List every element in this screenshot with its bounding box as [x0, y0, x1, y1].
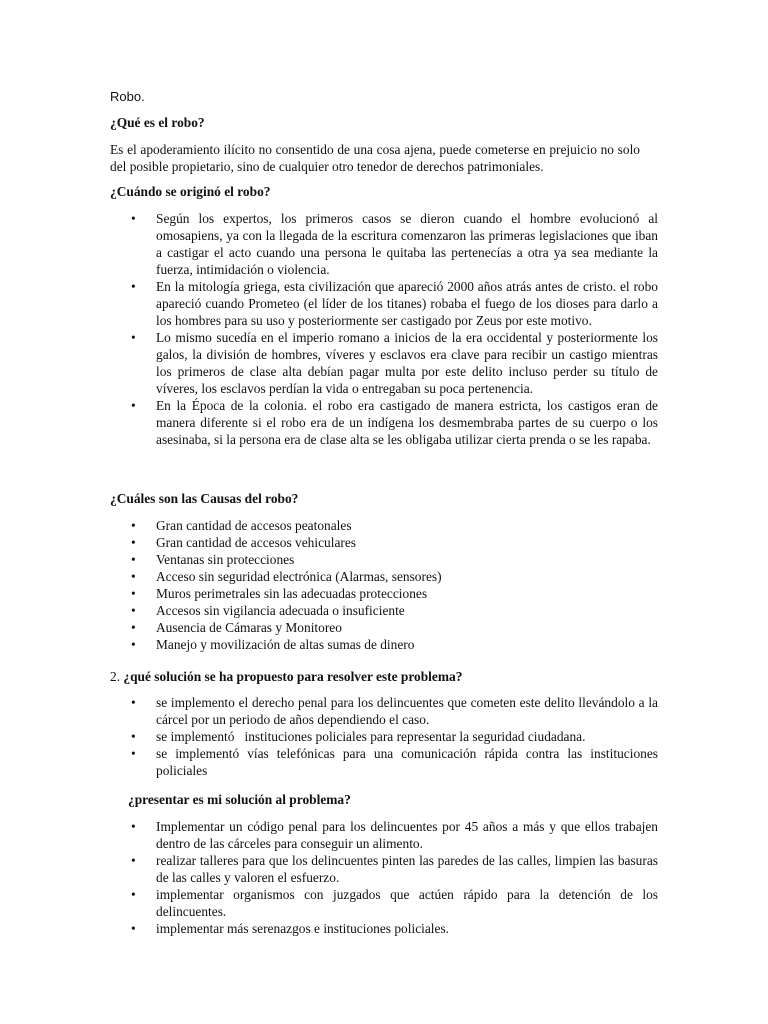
- bullet-icon: •: [131, 552, 136, 567]
- list-item: [110, 852, 658, 886]
- list-item: [110, 694, 658, 728]
- bullet-icon: •: [131, 695, 136, 710]
- section-heading-causas: ¿Cuáles son las Causas del robo?: [110, 491, 299, 506]
- list-item-text: se implementó instituciones policiales para representar la seguridad ciudadana.: [156, 729, 586, 744]
- section-paragraph-definicion: Es el apoderamiento ilícito no consentido de una cosa ajena, puede cometerse en prejuicio no solo del posible propietario, sino de cualquier otro tenedor de derechos patrimoniales.: [110, 142, 640, 174]
- bullet-icon: •: [131, 518, 136, 533]
- list-item-text: Acceso sin seguridad electrónica (Alarmas, sensores): [156, 569, 442, 584]
- bullet-icon: •: [131, 729, 136, 744]
- list-item: [110, 397, 658, 448]
- list-item-text: En la Época de la colonia. el robo era castigado de manera estricta, los castigos eran de manera diferente si el robo era de un indígena los desmembraba partes de su cuerpo o los asesinaba, si la persona era de clase alta se les obligaba utilizar cierta prenda o se les rapaba.: [156, 398, 658, 447]
- list-item-text: implementar más serenazgos e instituciones policiales.: [156, 921, 450, 936]
- bullet-icon: •: [131, 569, 136, 584]
- list-item: [110, 818, 658, 852]
- list-item: [110, 568, 658, 585]
- list-item: [110, 585, 658, 602]
- bullet-icon: •: [131, 746, 136, 761]
- list-item: [110, 636, 658, 653]
- section-heading-solucion-propuesta: [110, 668, 462, 685]
- list-item-text: Lo mismo sucedía en el imperio romano a inicios de la era occidental y posteriormente los galos, la división de hombres, víveres y esclavos era clave para recibir un castigo mientras los primeros de clase alta debían pagar multa por este delito incluso perder su título de víveres, los esclavos perdían la vida o entregaban su poca pertenencia.: [156, 330, 658, 396]
- list-item-text: Muros perimetrales sin las adecuadas protecciones: [156, 586, 428, 601]
- list-item-text: Manejo y movilización de altas sumas de dinero: [156, 637, 415, 652]
- bullet-icon: •: [131, 330, 136, 345]
- list-item-text: En la mitología griega, esta civilización que apareció 2000 años atrás antes de cristo. el robo apareció cuando Prometeo (el líder de los titanes) robaba el fuego de los dioses para darlo a los hombres para su uso y posteriormente ser castigado por Zeus por este motivo.: [156, 279, 658, 328]
- section-heading-mi-solucion: ¿presentar es mi solución al problema?: [128, 792, 351, 807]
- list-item-text: realizar talleres para que los delincuentes pinten las paredes de las calles, limpien las basuras de las calles y valoren el esfuerzo.: [156, 853, 658, 885]
- origin-list: [110, 210, 658, 448]
- list-item: [110, 210, 658, 278]
- list-item-text: se implemento el derecho penal para los delincuentes que cometen este delito llevándolo a la cárcel por un periodo de años dependiendo el caso.: [156, 695, 658, 727]
- list-item-text: Implementar un código penal para los delincuentes por 45 años a más y que ellos trabajen dentro de las cárceles para conseguir un alimento.: [156, 819, 658, 851]
- bullet-icon: •: [131, 819, 136, 834]
- bullet-icon: •: [131, 279, 136, 294]
- my-solutions-list: [110, 818, 658, 937]
- list-item: [110, 534, 658, 551]
- bullet-icon: •: [131, 603, 136, 618]
- list-item: [110, 551, 658, 568]
- list-item-text: Accesos sin vigilancia adecuada o insuficiente: [156, 603, 405, 618]
- bullet-icon: •: [131, 586, 136, 601]
- bullet-icon: •: [131, 887, 136, 902]
- list-item-text: Ausencia de Cámaras y Monitoreo: [156, 620, 342, 635]
- list-item: [110, 728, 658, 745]
- list-item: [110, 745, 658, 779]
- list-item-text: se implementó vías telefónicas para una comunicación rápida contra las instituciones policiales: [156, 746, 658, 778]
- list-item: [110, 886, 658, 920]
- bullet-icon: •: [131, 620, 136, 635]
- list-item-text: implementar organismos con juzgados que actúen rápido para la detención de los delincuentes.: [156, 887, 658, 919]
- list-item: [110, 278, 658, 329]
- bullet-icon: •: [131, 398, 136, 413]
- list-item: [110, 517, 658, 534]
- document-title: Robo.: [110, 89, 145, 104]
- section-heading-origen: ¿Cuándo se originó el robo?: [110, 184, 271, 199]
- section-heading-que-es: ¿Qué es el robo?: [110, 115, 205, 130]
- list-item-text: Gran cantidad de accesos peatonales: [156, 518, 352, 533]
- bullet-icon: •: [131, 637, 136, 652]
- bullet-icon: •: [131, 211, 136, 226]
- proposed-solutions-list: [110, 694, 658, 779]
- bullet-icon: •: [131, 535, 136, 550]
- bullet-icon: •: [131, 921, 136, 936]
- bullet-icon: •: [131, 853, 136, 868]
- list-item-text: Según los expertos, los primeros casos se dieron cuando el hombre evolucionó al omosapiens, ya con la llegada de la escritura comenzaron las primeras legislaciones que iban a castigar el acto cuando una persona le quitaba las pertenecías a otra ya sea mediante la fuerza, intimidación o violencia.: [156, 211, 658, 277]
- list-item: [110, 920, 658, 937]
- section-heading-text: ¿qué solución se ha propuesto para resolver este problema?: [123, 669, 463, 684]
- list-item-text: Ventanas sin protecciones: [156, 552, 295, 567]
- list-item: [110, 329, 658, 397]
- list-item-text: Gran cantidad de accesos vehiculares: [156, 535, 357, 550]
- causes-list: [110, 517, 658, 653]
- list-item: [110, 619, 658, 636]
- list-item: [110, 602, 658, 619]
- section-number: 2.: [110, 669, 121, 684]
